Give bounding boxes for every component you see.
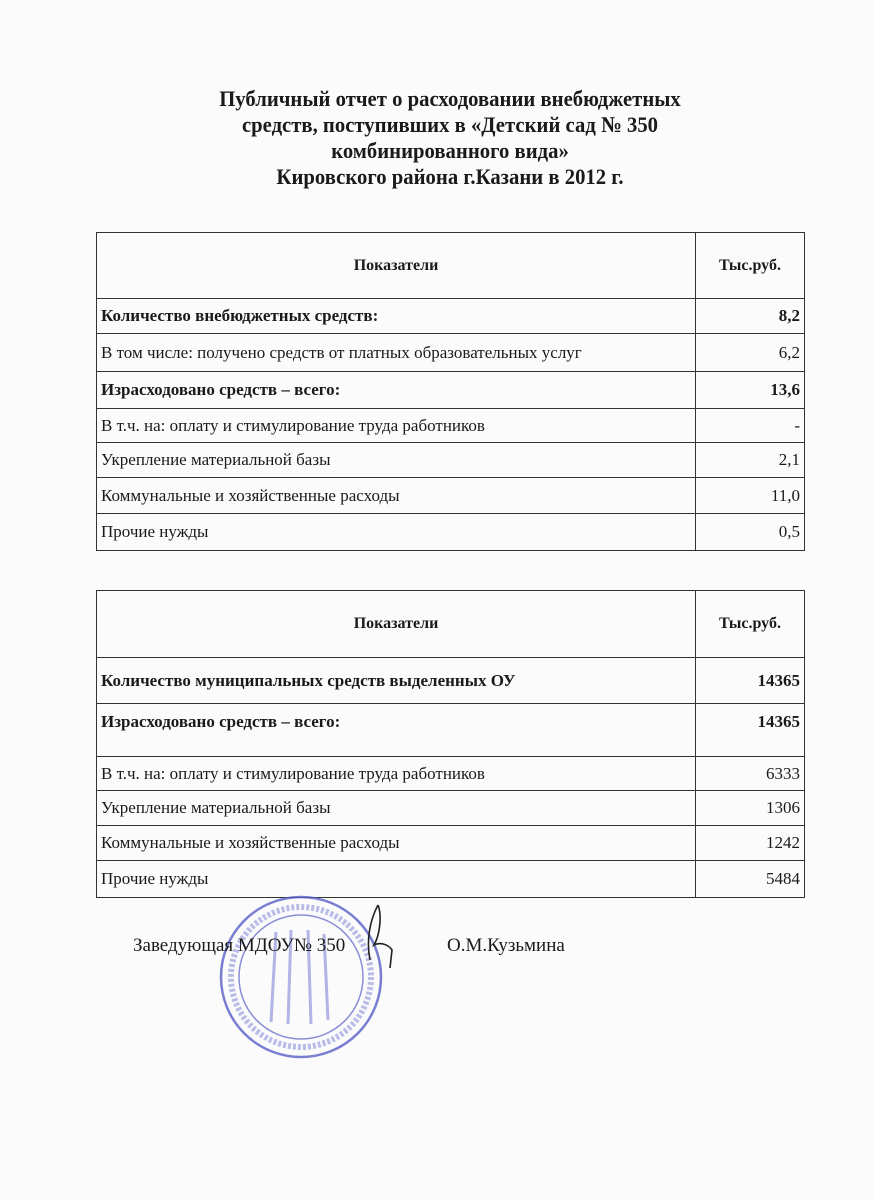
row-label: В т.ч. на: оплату и стимулирование труда работников xyxy=(97,757,696,791)
table-row xyxy=(97,826,805,861)
table-header xyxy=(97,591,805,658)
row-value: 5484 xyxy=(696,861,805,898)
table-row xyxy=(97,861,805,898)
extrabudget-table xyxy=(96,232,805,551)
title-line: Публичный отчет о расходовании внебюджетных xyxy=(219,86,681,111)
row-label: Количество внебюджетных средств: xyxy=(97,299,696,334)
table-row xyxy=(97,372,805,409)
title-line: Кировского района г.Казани в 2012 г. xyxy=(276,164,624,189)
row-label: В том числе: получено средств от платных образовательных услуг xyxy=(97,334,696,372)
municipal-funds-table xyxy=(96,590,805,898)
document-title xyxy=(119,86,781,190)
row-label: Прочие нужды xyxy=(97,861,696,898)
table-row xyxy=(97,409,805,443)
row-value: 8,2 xyxy=(696,299,805,334)
row-value: 1306 xyxy=(696,791,805,826)
table-header xyxy=(97,233,805,299)
table-row xyxy=(97,658,805,704)
row-value: 6333 xyxy=(696,757,805,791)
row-value: - xyxy=(696,409,805,443)
row-label: Израсходовано средств – всего: xyxy=(97,372,696,409)
row-value: 13,6 xyxy=(696,372,805,409)
table-row xyxy=(97,791,805,826)
table-row xyxy=(97,299,805,334)
table-row xyxy=(97,704,805,757)
table-row xyxy=(97,757,805,791)
header-amount: Тыс.руб. xyxy=(696,233,805,299)
row-value: 0,5 xyxy=(696,514,805,551)
signatory-name: О.М.Кузьмина xyxy=(447,935,565,956)
row-label: Укрепление материальной базы xyxy=(97,443,696,478)
title-line: средств, поступивших в «Детский сад № 350 xyxy=(241,112,659,137)
handwritten-signature xyxy=(360,900,430,970)
row-value: 14365 xyxy=(696,704,805,757)
header-indicator: Показатели xyxy=(97,591,696,658)
row-value: 11,0 xyxy=(696,478,805,514)
table-row xyxy=(97,514,805,551)
row-value: 6,2 xyxy=(696,334,805,372)
title-line: комбинированного вида» xyxy=(331,138,569,163)
row-label: Коммунальные и хозяйственные расходы xyxy=(97,478,696,514)
row-label: В т.ч. на: оплату и стимулирование труда работников xyxy=(97,409,696,443)
table-row xyxy=(97,478,805,514)
row-label: Коммунальные и хозяйственные расходы xyxy=(97,826,696,861)
row-label: Израсходовано средств – всего: xyxy=(97,704,696,757)
row-label: Прочие нужды xyxy=(97,514,696,551)
table-row xyxy=(97,443,805,478)
row-label: Укрепление материальной базы xyxy=(97,791,696,826)
row-label: Количество муниципальных средств выделенных ОУ xyxy=(97,658,696,704)
row-value: 14365 xyxy=(696,658,805,704)
header-indicator: Показатели xyxy=(97,233,696,299)
table-row xyxy=(97,334,805,372)
row-value: 1242 xyxy=(696,826,805,861)
row-value: 2,1 xyxy=(696,443,805,478)
header-amount: Тыс.руб. xyxy=(696,591,805,658)
signatory-position: Заведующая МДОУ№ 350 xyxy=(133,935,346,956)
